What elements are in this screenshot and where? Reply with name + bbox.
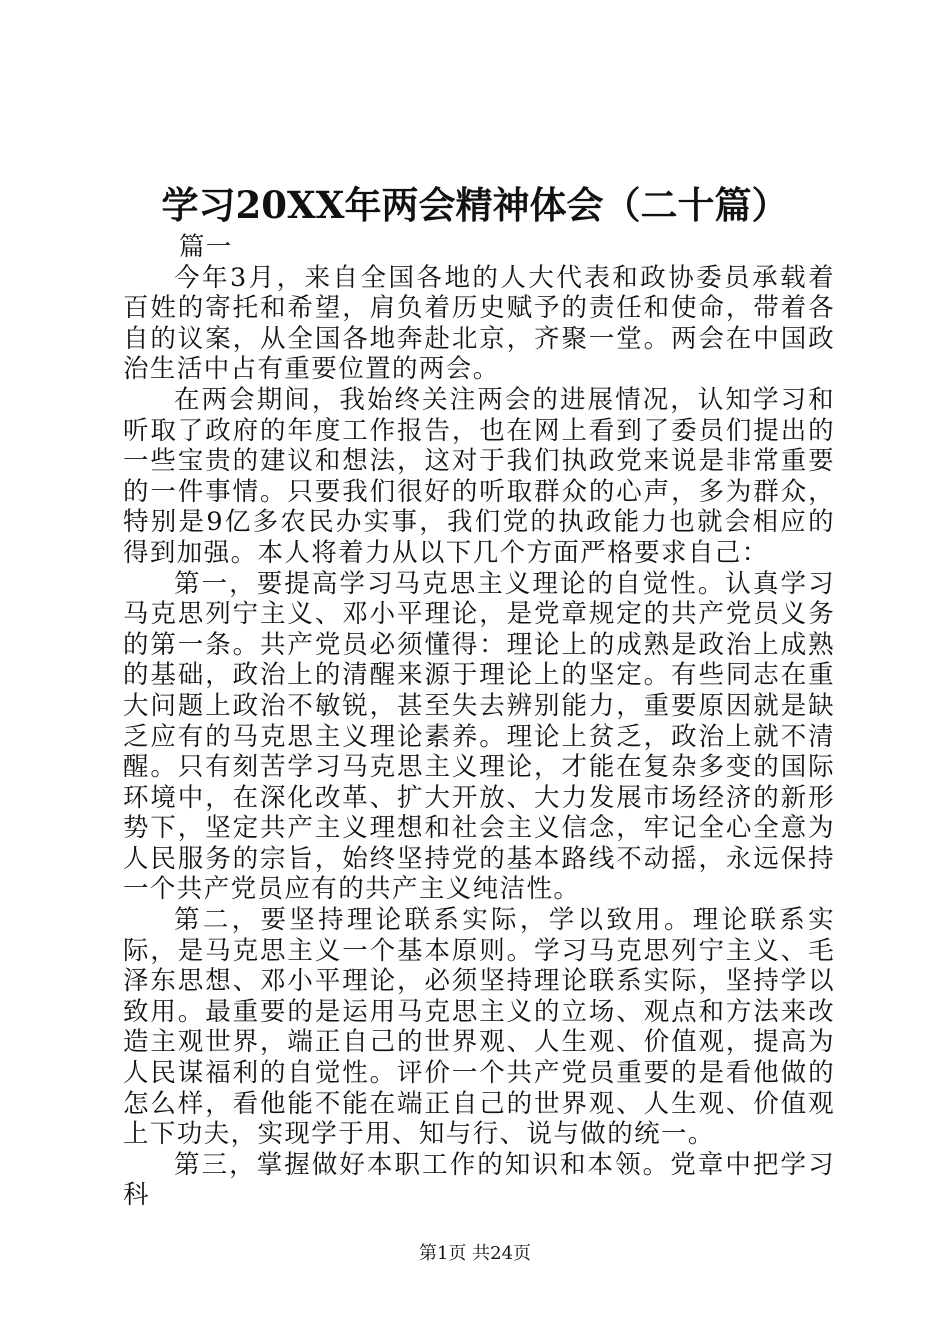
paragraph-point-three: 第三，掌握做好本职工作的知识和本领。党章中把学习科	[123, 1149, 835, 1211]
paragraph-intro: 今年3月，来自全国各地的人大代表和政协委员承载着百姓的寄托和希望，肩负着历史赋予的责任和使命，带着各自的议案，从全国各地奔赴北京，齐聚一堂。两会在中国政治生活中占有重要位置的两会。	[123, 262, 835, 385]
page-footer: 第1页 共24页	[418, 1243, 532, 1264]
paragraph-observation: 在两会期间，我始终关注两会的进展情况，认知学习和听取了政府的年度工作报告，也在网上看到了委员们提出的一些宝贵的建议和想法，这对于我们执政党来说是非常重要的一件事情。只要我们很好的听取群众的心声，多为群众，特别是9亿多农民办实事，我们党的执政能力也就会相应的得到加强。本人将着力从以下几个方面严格要求自己：	[123, 384, 835, 568]
paragraph-point-one: 第一，要提高学习马克思主义理论的自觉性。认真学习马克思列宁主义、邓小平理论，是党章规定的共产党员义务的第一条。共产党员必须懂得：理论上的成熟是政治上成熟的基础，政治上的清醒来源于理论上的坚定。有些同志在重大问题上政治不敏锐，甚至失去辨别能力，重要原因就是缺乏应有的马克思主义理论素养。理论上贫乏，政治上就不清醒。只有刻苦学习马克思主义理论，才能在复杂多变的国际环境中，在深化改革、扩大开放、大力发展市场经济的新形势下，坚定共产主义理想和社会主义信念，牢记全心全意为人民服务的宗旨，始终坚持党的基本路线不动摇，永远保持一个共产党员应有的共产主义纯洁性。	[123, 568, 835, 905]
paragraph-point-two: 第二，要坚持理论联系实际，学以致用。理论联系实际，是马克思主义一个基本原则。学习马克思列宁主义、毛泽东思想、邓小平理论，必须坚持理论联系实际，坚持学以致用。最重要的是运用马克思主义的立场、观点和方法来改造主观世界，端正自己的世界观、人生观、价值观，提高为人民谋福利的自觉性。评价一个共产党员重要的是看他做的怎么样，看他能不能在端正自己的世界观、人生观、价值观上下功夫，实现学于用、知与行、说与做的统一。	[123, 905, 835, 1150]
document-body	[123, 232, 835, 1211]
section-label: 篇一	[179, 232, 233, 262]
document-title: 学习20XX年两会精神体会（二十篇）	[161, 183, 789, 227]
